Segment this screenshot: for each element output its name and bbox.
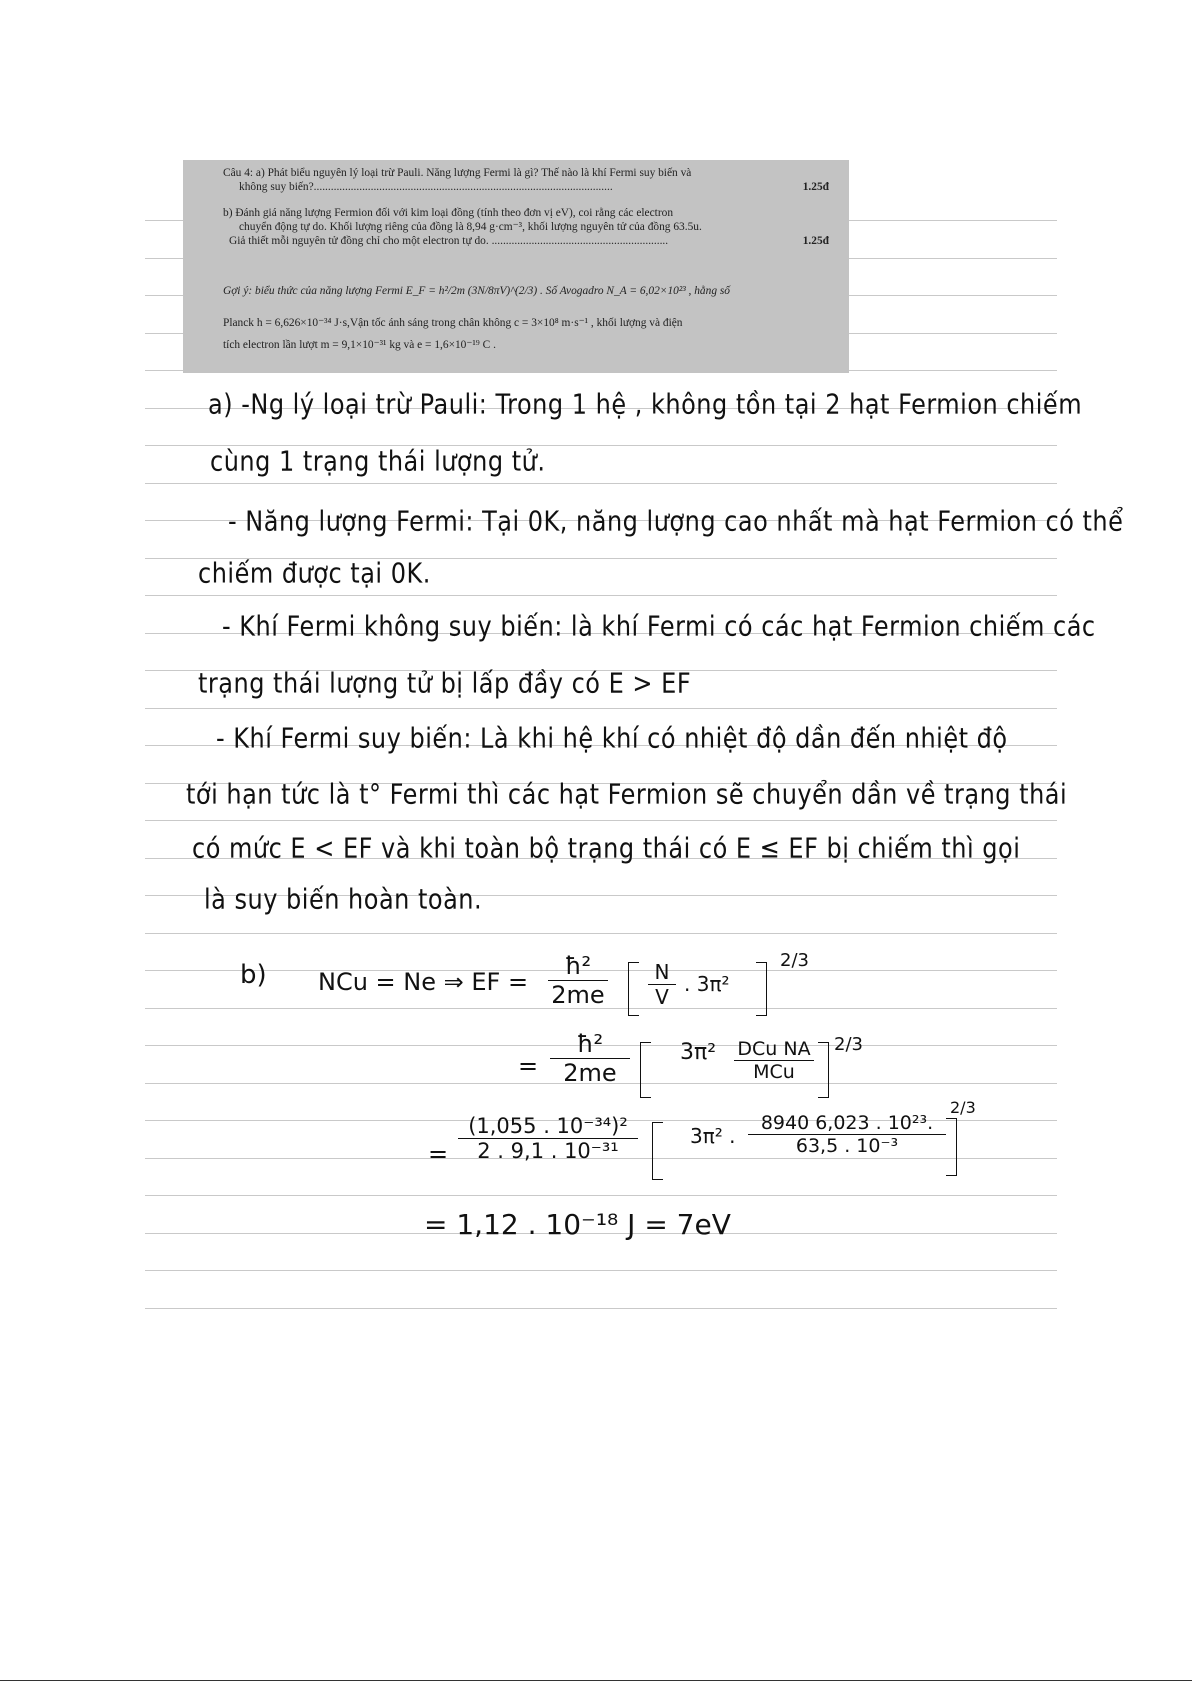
question-line-5: Giả thiết mỗi nguyên tử đồng chỉ cho một electron tự do. .............................................................. (229, 235, 669, 247)
answer-a-line-9: có mức E < EF và khi toàn bộ trạng thái có E ≤ EF bị chiếm thì gọi (192, 832, 1021, 865)
question-line-1: Câu 4: a) Phát biểu nguyên lý loại trừ Pauli. Năng lượng Fermi là gì? Thế nào là khí Fermi suy biến và (223, 167, 692, 179)
eq3-inner-fraction (748, 1112, 946, 1157)
eq2-inner-pre: 3π² (680, 1040, 717, 1065)
eq1-numerator: ħ² (564, 952, 592, 980)
eq3-exponent: 2/3 (950, 1098, 976, 1117)
question-photo (183, 160, 849, 373)
eq2-exponent: 2/3 (834, 1034, 863, 1055)
points-a: 1.25đ (802, 181, 829, 193)
question-line-7: Planck h = 6,626×10⁻³⁴ J·s,Vận tốc ánh sáng trong chân không c = 3×10⁸ m·s⁻¹ , khối lượng và điện (223, 317, 683, 329)
answer-a-line-8: tới hạn tức là t° Fermi thì các hạt Fermion sẽ chuyển dần về trạng thái (186, 778, 1068, 811)
eq2-fraction (550, 1030, 630, 1087)
eq2-inner-denominator: MCu (753, 1061, 795, 1083)
eq1-left-bracket (628, 962, 639, 1016)
ruled-line (145, 933, 1057, 934)
answer-a-line-4: chiếm được tại 0K. (198, 557, 431, 590)
eq2-equals: = (518, 1052, 539, 1080)
eq3-numerator: (1,055 . 10⁻³⁴)² (468, 1114, 628, 1138)
question-line-4: chuyển động tự do. Khối lượng riêng của đồng là 8,94 g·cm⁻³, khối lượng nguyên tử của đồng 63.5u. (239, 221, 702, 233)
eq3-inner-pre: 3π² . (690, 1124, 736, 1148)
eq2-numerator: ħ² (576, 1030, 604, 1058)
eq1-exponent: 2/3 (780, 950, 809, 971)
eq2-denominator: 2me (563, 1059, 617, 1087)
ruled-line (145, 820, 1057, 821)
eq3-left-bracket (652, 1122, 663, 1180)
ruled-line (145, 1270, 1057, 1271)
ruled-line (145, 1195, 1057, 1196)
eq1-fraction (548, 952, 608, 1009)
ruled-line (145, 1308, 1057, 1309)
answer-a-line-7: - Khí Fermi suy biến: Là khi hệ khí có nhiệt độ dần đến nhiệt độ (216, 722, 1008, 755)
answer-a-line-10: là suy biến hoàn toàn. (204, 883, 483, 916)
ruled-line (145, 595, 1057, 596)
eq2-left-bracket (640, 1042, 651, 1098)
ruled-line (145, 483, 1057, 484)
eq1-inner-numerator: N (654, 960, 670, 984)
points-b: 1.25đ (802, 235, 829, 247)
answer-a-line-1: a) -Ng lý loại trừ Pauli: Trong 1 hệ , không tồn tại 2 hạt Fermion chiếm (208, 388, 1083, 421)
eq1-inner-rest: . 3π² (684, 972, 730, 996)
eq3-inner-numerator: 8940 6,023 . 10²³. (760, 1112, 934, 1134)
eq3-denominator: 2 . 9,1 . 10⁻³¹ (477, 1139, 619, 1163)
answer-a-line-2: cùng 1 trạng thái lượng tử. (210, 445, 546, 478)
question-line-2: không suy biến?......................................................................................................... (239, 181, 613, 193)
eq2-right-bracket (818, 1042, 829, 1098)
ruled-line (145, 708, 1057, 709)
eq1-inner-denominator: V (655, 985, 669, 1009)
page-bottom-border (0, 1680, 1192, 1681)
eq1-right-bracket (756, 962, 767, 1016)
answer-a-line-5: - Khí Fermi không suy biến: là khí Fermi có các hạt Fermion chiếm các (222, 610, 1096, 643)
eq3-fraction (458, 1114, 638, 1163)
question-line-8: tích electron lần lượt m = 9,1×10⁻³¹ kg và e = 1,6×10⁻¹⁹ C . (223, 339, 496, 351)
eq2-inner-fraction (734, 1038, 814, 1083)
eq3-inner-denominator: 63,5 . 10⁻³ (795, 1135, 899, 1157)
answer-a-line-6: trạng thái lượng tử bị lấp đầy có E > EF (198, 667, 692, 700)
eq1-denominator: 2me (551, 981, 605, 1009)
answer-a-line-3: - Năng lượng Fermi: Tại 0K, năng lượng cao nhất mà hạt Fermion có thể (228, 505, 1124, 538)
question-line-3: b) Đánh giá năng lượng Fermion đối với kim loại đồng (tính theo đơn vị eV), coi rằng các electron (223, 207, 674, 219)
eq1-left: NCu = Ne ⇒ EF = (318, 968, 529, 996)
eq4-result: = 1,12 . 10⁻¹⁸ J = 7eV (424, 1208, 731, 1241)
eq3-right-bracket (946, 1118, 957, 1176)
eq3-equals: = (428, 1140, 449, 1168)
answer-b-label: b) (240, 960, 267, 990)
eq1-inner-fraction (648, 960, 676, 1009)
question-hint: Gợi ý: biểu thức của năng lượng Fermi E_F = h²/2m (3N/8πV)^(2/3) . Số Avogadro N_A = 6,02×10²³ , hằng số (223, 285, 730, 297)
eq2-inner-numerator: DCu NA (737, 1038, 811, 1060)
